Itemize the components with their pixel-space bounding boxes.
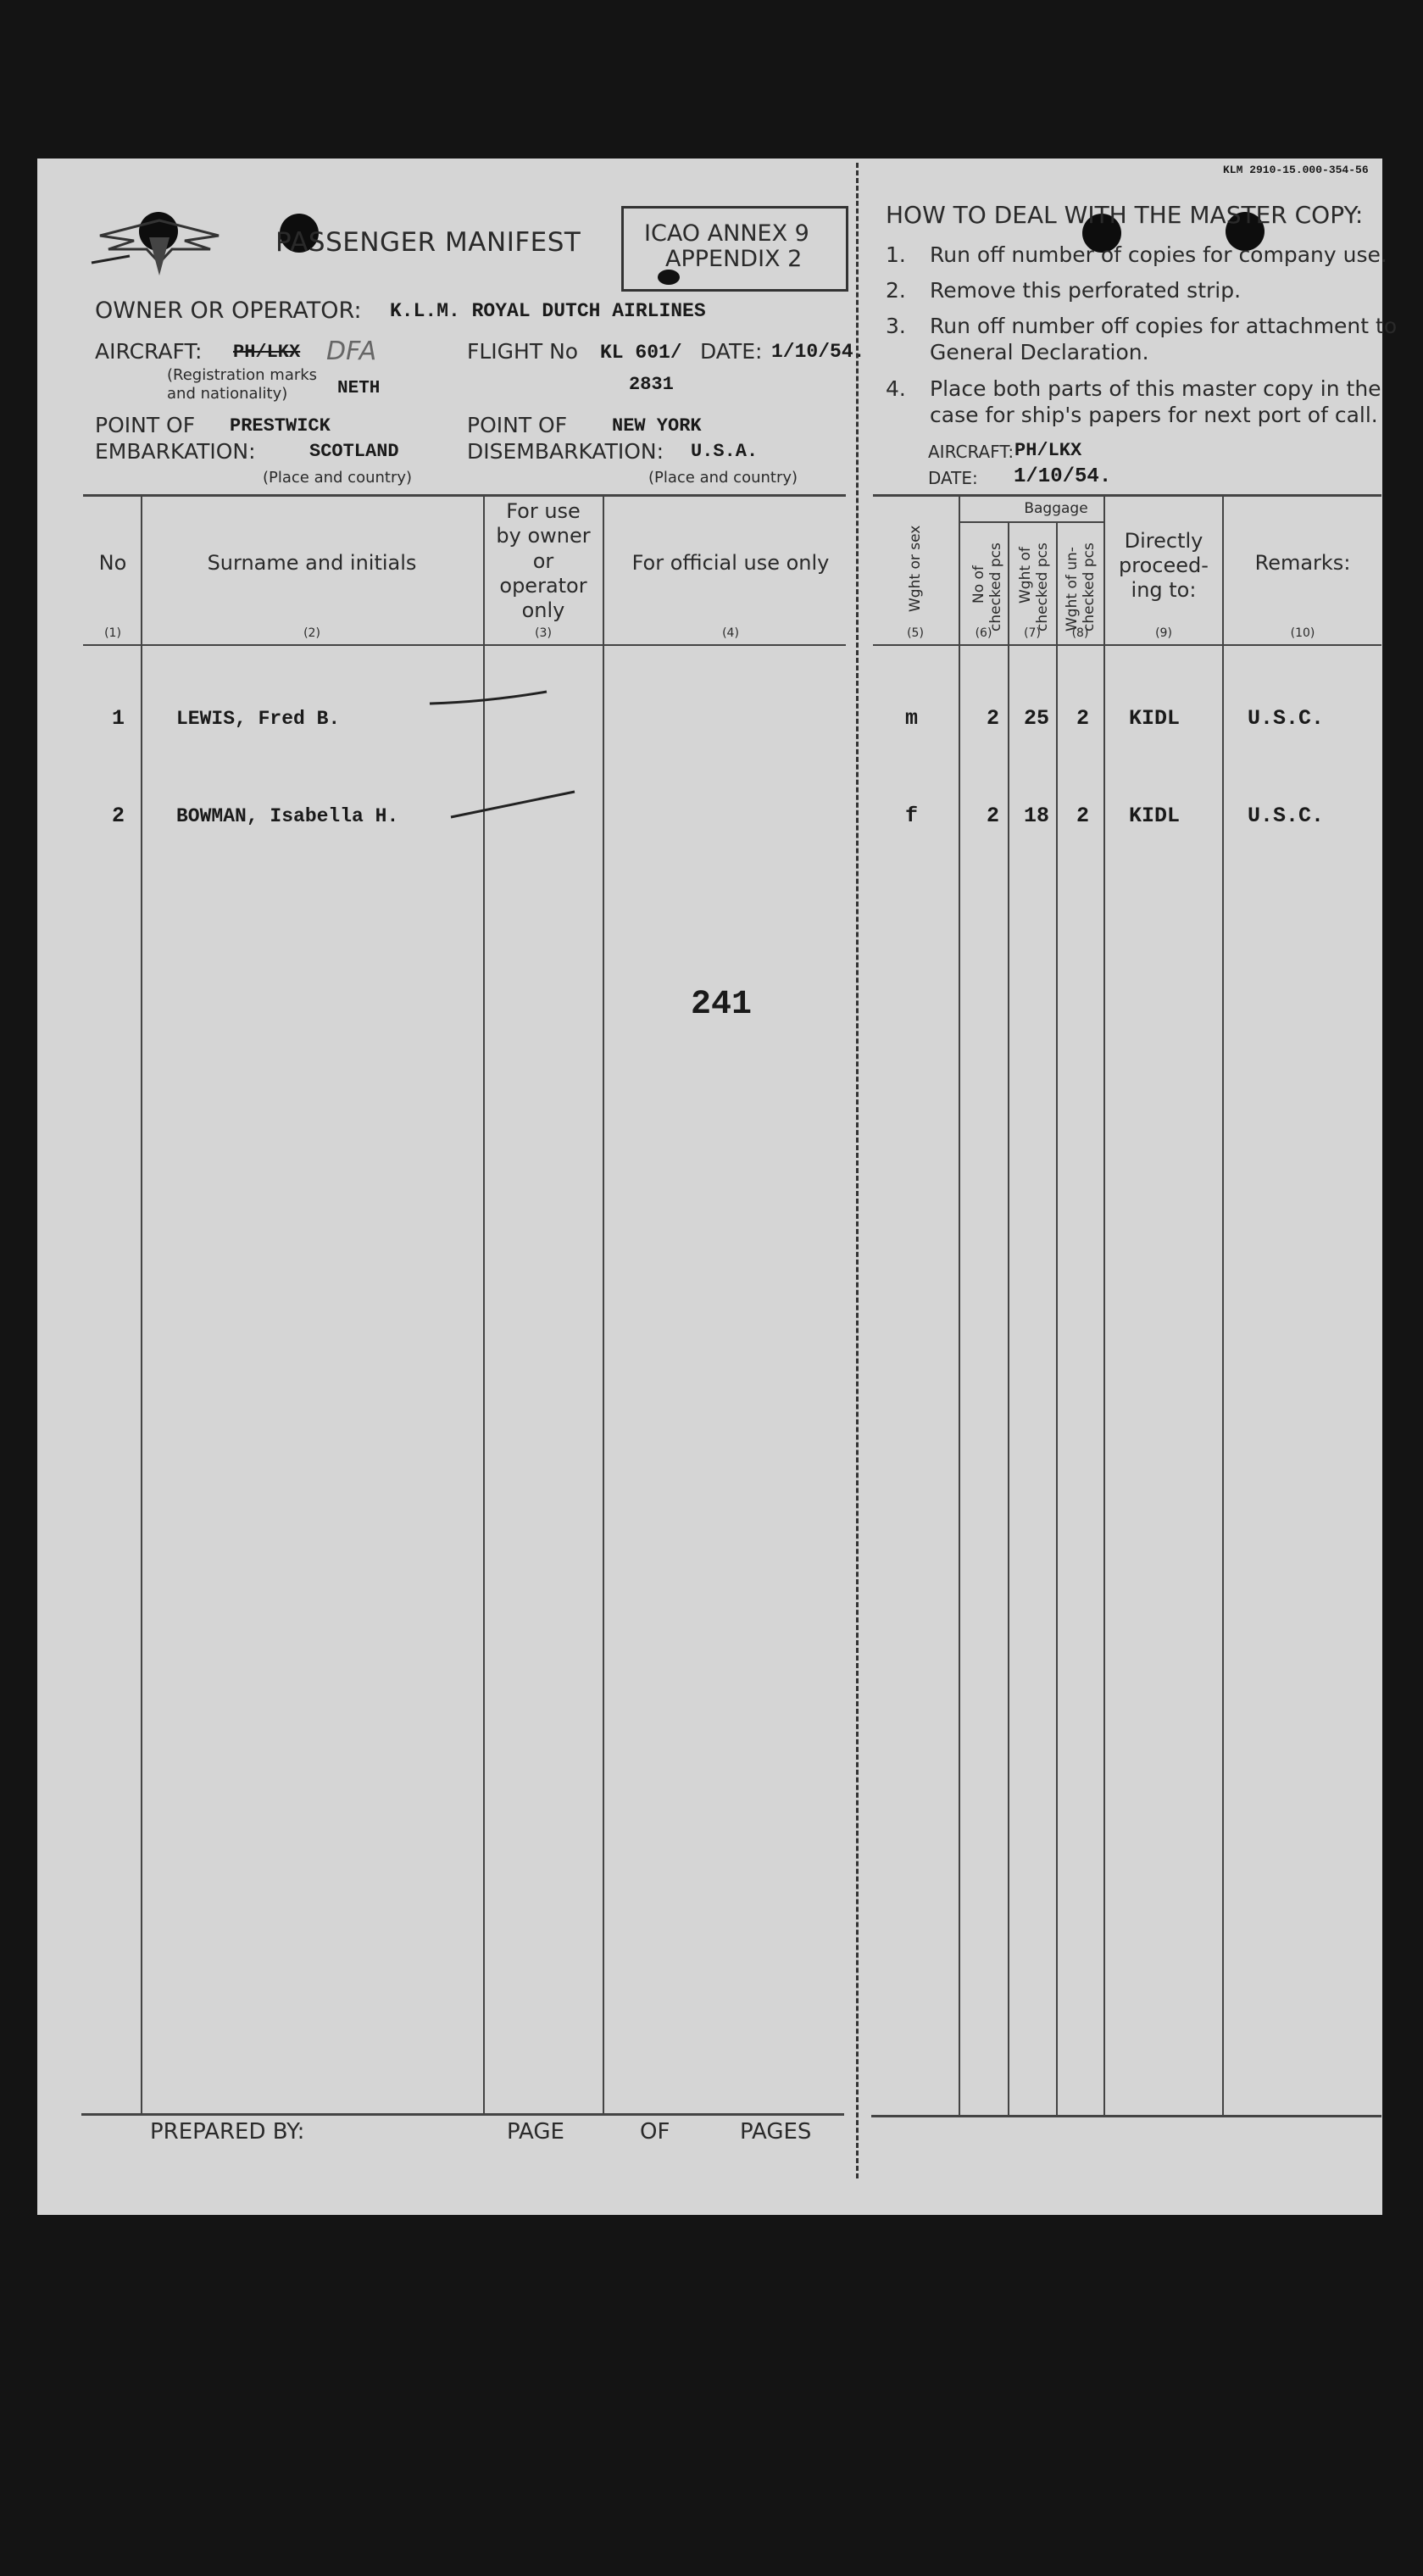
- passenger-name: BOWMAN, Isabella H.: [176, 805, 399, 827]
- embarkation-label-1: POINT OF: [95, 413, 196, 437]
- passenger-checked-pcs: 2: [987, 804, 1000, 828]
- column-divider: [483, 496, 485, 2113]
- col-header-owner-use-2: by owner: [496, 524, 591, 548]
- passenger-no: 1: [112, 706, 125, 731]
- disembarkation-label-1: POINT OF: [467, 413, 568, 437]
- master-item-num: 4.: [886, 376, 906, 401]
- column-divider: [959, 496, 960, 2115]
- date-value: 1/10/54.: [771, 341, 865, 363]
- icao-annex-line1: ICAO ANNEX 9: [644, 220, 809, 247]
- aircraft-value: PH/LKX: [233, 342, 301, 363]
- passenger-destination: KIDL: [1129, 804, 1181, 828]
- passenger-name: LEWIS, Fred B.: [176, 708, 341, 730]
- column-divider: [603, 496, 604, 2113]
- registration-note-1: (Registration marks: [167, 366, 318, 384]
- passenger-no: 2: [112, 804, 125, 828]
- col-num: (2): [303, 626, 320, 640]
- master-item-text: Run off number off copies for attachment to: [930, 314, 1398, 338]
- table-bottom-rule: [81, 2113, 844, 2116]
- table-header-rule: [83, 644, 846, 646]
- master-item-text: General Declaration.: [930, 340, 1149, 364]
- passenger-remarks: U.S.C.: [1248, 804, 1325, 828]
- master-item-num: 1.: [886, 242, 906, 267]
- master-date-label: DATE:: [928, 468, 978, 488]
- master-item-num: 2.: [886, 278, 906, 303]
- passenger-sex: f: [905, 804, 919, 828]
- master-copy-title: HOW TO DEAL WITH THE MASTER COPY:: [886, 201, 1364, 229]
- col-header-owner-use-5: only: [521, 598, 565, 622]
- form-code: KLM 2910-15.000-354-56: [1223, 164, 1369, 176]
- table-bottom-rule: [871, 2115, 1381, 2117]
- col-header-official-use: For official use only: [631, 551, 830, 575]
- aircraft-nationality: NETH: [337, 379, 381, 398]
- master-item-text: case for ship's papers for next port of call.: [930, 403, 1378, 427]
- pages-label: PAGES: [740, 2119, 812, 2145]
- passenger-wght-unchecked: 2: [1076, 706, 1090, 731]
- col-header-directly-2: proceed-: [1119, 554, 1209, 577]
- master-aircraft-label: AIRCRAFT:: [928, 442, 1014, 462]
- icao-annex-line2: APPENDIX 2: [665, 246, 803, 272]
- col-num: (9): [1155, 626, 1172, 640]
- col-num: (10): [1290, 626, 1315, 640]
- col-num: (8): [1071, 626, 1089, 640]
- col-header-wght-checked-2: checked pcs: [1034, 542, 1051, 631]
- page-label: PAGE: [507, 2119, 564, 2145]
- stamp-number: 241: [691, 986, 753, 1024]
- disembarkation-place: NEW YORK: [612, 415, 702, 437]
- passenger-wght-checked: 25: [1024, 706, 1050, 731]
- date-label: DATE:: [700, 339, 763, 364]
- col-num: (6): [975, 626, 992, 640]
- flight-label: FLIGHT No: [467, 339, 579, 364]
- disembarkation-label-2: DISEMBARKATION:: [467, 439, 664, 464]
- flight-number-2: 2831: [629, 374, 674, 395]
- passenger-checked-pcs: 2: [987, 706, 1000, 731]
- handwritten-tick-mark: [428, 688, 555, 714]
- column-divider: [1103, 496, 1105, 2115]
- column-divider: [1222, 496, 1224, 2115]
- col-num: (1): [104, 626, 121, 640]
- embarkation-place: PRESTWICK: [230, 415, 331, 437]
- master-item-num: 3.: [886, 314, 906, 338]
- col-header-owner-use-3: or: [532, 549, 554, 573]
- manifest-sheet: [37, 159, 1382, 2215]
- col-num: (4): [722, 626, 739, 640]
- klm-wings-logo-icon: [83, 203, 236, 280]
- col-header-surname: Surname and initials: [207, 551, 417, 575]
- col-header-wght-sex: Wght or sex: [907, 525, 924, 612]
- prepared-by-label: PREPARED BY:: [150, 2119, 305, 2145]
- col-header-checked-pcs-1: No of: [970, 565, 987, 604]
- col-header-owner-use-1: For use: [506, 499, 581, 523]
- passenger-wght-unchecked: 2: [1076, 804, 1090, 828]
- master-item-text: Place both parts of this master copy in the: [930, 376, 1381, 401]
- column-divider: [1056, 521, 1058, 2115]
- col-header-checked-pcs-2: checked pcs: [987, 542, 1004, 631]
- embarkation-country: SCOTLAND: [309, 441, 399, 462]
- master-aircraft-value: PH/LKX: [1014, 440, 1082, 461]
- flight-value: KL 601/: [600, 342, 682, 364]
- master-item-text: Remove this perforated strip.: [930, 278, 1242, 303]
- col-num: (7): [1024, 626, 1041, 640]
- passenger-wght-checked: 18: [1024, 804, 1050, 828]
- baggage-rule: [960, 521, 1104, 523]
- column-divider: [141, 496, 142, 2113]
- passenger-destination: KIDL: [1129, 706, 1181, 731]
- column-divider: [1008, 521, 1009, 2115]
- table-header-rule: [873, 644, 1381, 646]
- table-top-rule: [83, 494, 846, 497]
- page-title: PASSENGER MANIFEST: [275, 227, 581, 258]
- col-header-wght-checked-1: Wght of: [1017, 547, 1034, 604]
- col-header-no: No: [98, 551, 127, 575]
- handwritten-tick-mark: [449, 788, 576, 822]
- embarkation-label-2: EMBARKATION:: [95, 439, 256, 464]
- passenger-sex: m: [905, 706, 919, 731]
- owner-value: K.L.M. ROYAL DUTCH AIRLINES: [390, 300, 706, 322]
- table-top-rule: [873, 494, 1381, 497]
- registration-note-2: and nationality): [167, 385, 288, 403]
- passenger-remarks: U.S.C.: [1248, 706, 1325, 731]
- col-header-owner-use-4: operator: [499, 574, 587, 598]
- master-item-text: Run off number of copies for company use.: [930, 242, 1387, 267]
- col-num: (5): [907, 626, 924, 640]
- col-header-remarks: Remarks:: [1254, 551, 1351, 575]
- col-header-baggage: Baggage: [1024, 500, 1088, 517]
- col-header-wght-unchecked-1: Wght of un-: [1064, 547, 1081, 631]
- aircraft-handwritten: DFA: [326, 337, 377, 366]
- of-label: OF: [640, 2119, 670, 2145]
- embarkation-note: (Place and country): [263, 469, 413, 487]
- aircraft-label: AIRCRAFT:: [95, 339, 203, 364]
- master-date-value: 1/10/54.: [1014, 465, 1112, 488]
- col-header-directly-1: Directly: [1124, 529, 1203, 553]
- col-header-wght-unchecked-2: checked pcs: [1081, 542, 1098, 631]
- col-header-directly-3: ing to:: [1131, 578, 1197, 602]
- perforation-line: [856, 163, 859, 2178]
- disembarkation-country: U.S.A.: [691, 441, 759, 462]
- col-num: (3): [535, 626, 552, 640]
- disembarkation-note: (Place and country): [648, 469, 798, 487]
- owner-label: OWNER OR OPERATOR:: [95, 298, 362, 324]
